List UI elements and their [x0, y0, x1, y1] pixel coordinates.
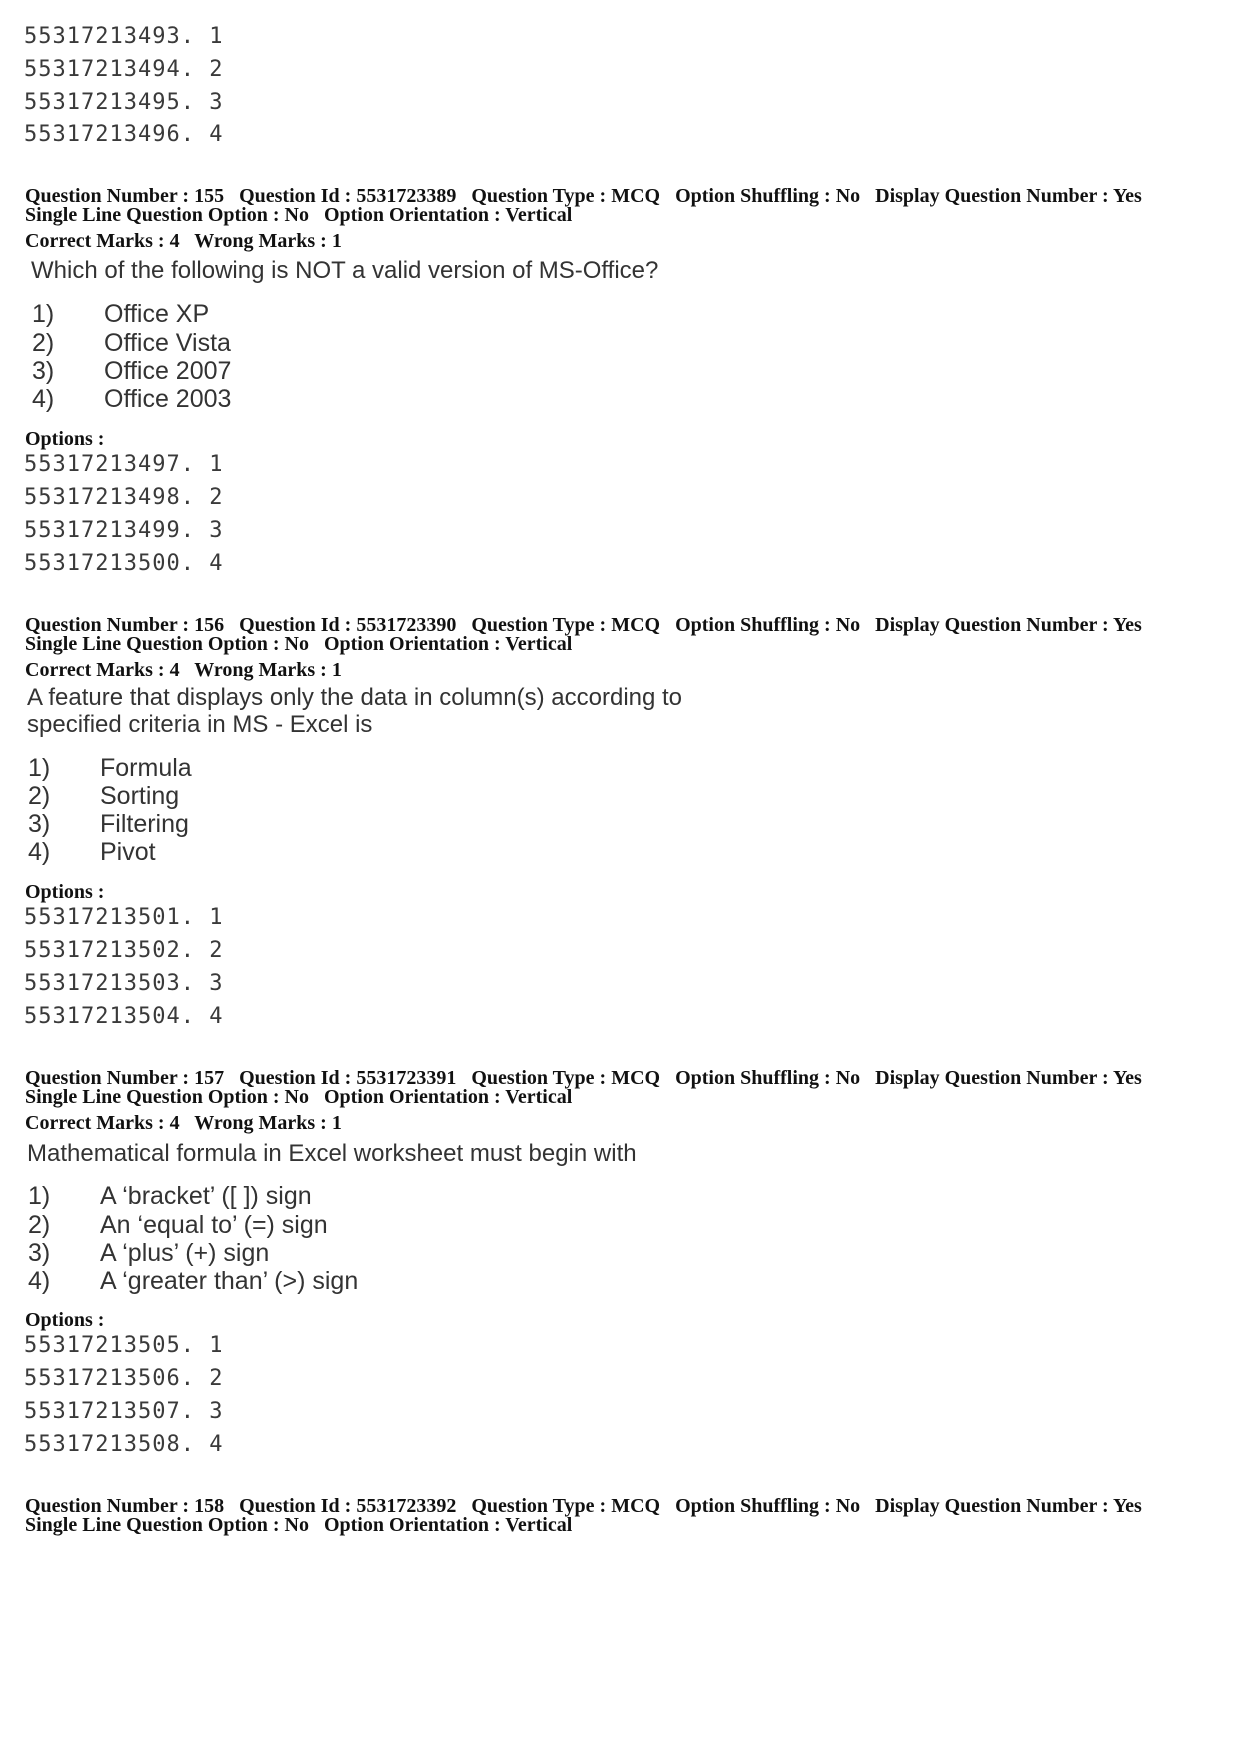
option-line: 55317213508. 4: [24, 1432, 224, 1457]
option-line: 55317213501. 1: [24, 905, 224, 930]
answer-choice: 3) Office 2007: [32, 357, 232, 385]
question-header-line: Question Number : 158 Question Id : 5531723392 Question Type : MCQ Option Shuffling : No Display Question Number : Yes: [25, 1495, 1142, 1517]
option-line: 55317213503. 3: [24, 971, 224, 996]
option-line: 55317213502. 2: [24, 938, 224, 963]
question-text: Which of the following is NOT a valid version of MS-Office?: [31, 257, 659, 284]
answer-choice: 2) Office Vista: [32, 329, 231, 357]
answer-choice: 2) An ‘equal to’ (=) sign: [28, 1211, 328, 1239]
answer-choice: 1) Office XP: [32, 300, 210, 328]
question-header-line: Question Number : 157 Question Id : 5531723391 Question Type : MCQ Option Shuffling : No Display Question Number : Yes: [25, 1067, 1142, 1089]
answer-choice: 1) Formula: [28, 754, 192, 782]
question-text: specified criteria in MS - Excel is: [27, 711, 373, 738]
options-label: Options :: [25, 881, 105, 903]
answer-choice: 3) Filtering: [28, 810, 189, 838]
option-line: 55317213500. 4: [24, 551, 224, 576]
option-line: 55317213506. 2: [24, 1366, 224, 1391]
question-header-line: Question Number : 156 Question Id : 5531723390 Question Type : MCQ Option Shuffling : No Display Question Number : Yes: [25, 614, 1142, 636]
option-line: 55317213493. 1: [24, 24, 224, 49]
answer-choice: 4) Office 2003: [32, 385, 232, 413]
option-line: 55317213494. 2: [24, 57, 224, 82]
answer-choice: 4) A ‘greater than’ (>) sign: [28, 1267, 359, 1295]
answer-choice: 2) Sorting: [28, 782, 180, 810]
option-line: 55317213497. 1: [24, 452, 224, 477]
option-line: 55317213495. 3: [24, 90, 224, 115]
answer-choice: 3) A ‘plus’ (+) sign: [28, 1239, 270, 1267]
option-line: 55317213507. 3: [24, 1399, 224, 1424]
question-header-line: Single Line Question Option : No Option Orientation : Vertical: [25, 204, 573, 226]
option-line: 55317213505. 1: [24, 1333, 224, 1358]
question-header-line: Single Line Question Option : No Option Orientation : Vertical: [25, 633, 573, 655]
marks-line: Correct Marks : 4 Wrong Marks : 1: [25, 230, 342, 252]
option-line: 55317213496. 4: [24, 122, 224, 147]
answer-choice: 1) A ‘bracket’ ([ ]) sign: [28, 1182, 312, 1210]
option-line: 55317213499. 3: [24, 518, 224, 543]
answer-choice: 4) Pivot: [28, 838, 156, 866]
marks-line: Correct Marks : 4 Wrong Marks : 1: [25, 1112, 342, 1134]
options-label: Options :: [25, 428, 105, 450]
question-header-line: Question Number : 155 Question Id : 5531723389 Question Type : MCQ Option Shuffling : No Display Question Number : Yes: [25, 185, 1142, 207]
marks-line: Correct Marks : 4 Wrong Marks : 1: [25, 659, 342, 681]
option-line: 55317213504. 4: [24, 1004, 224, 1029]
option-line: 55317213498. 2: [24, 485, 224, 510]
options-label: Options :: [25, 1309, 105, 1331]
question-text: Mathematical formula in Excel worksheet must begin with: [27, 1140, 637, 1167]
question-header-line: Single Line Question Option : No Option Orientation : Vertical: [25, 1086, 573, 1108]
question-header-line: Single Line Question Option : No Option Orientation : Vertical: [25, 1514, 573, 1536]
question-text: A feature that displays only the data in column(s) according to: [27, 684, 683, 711]
